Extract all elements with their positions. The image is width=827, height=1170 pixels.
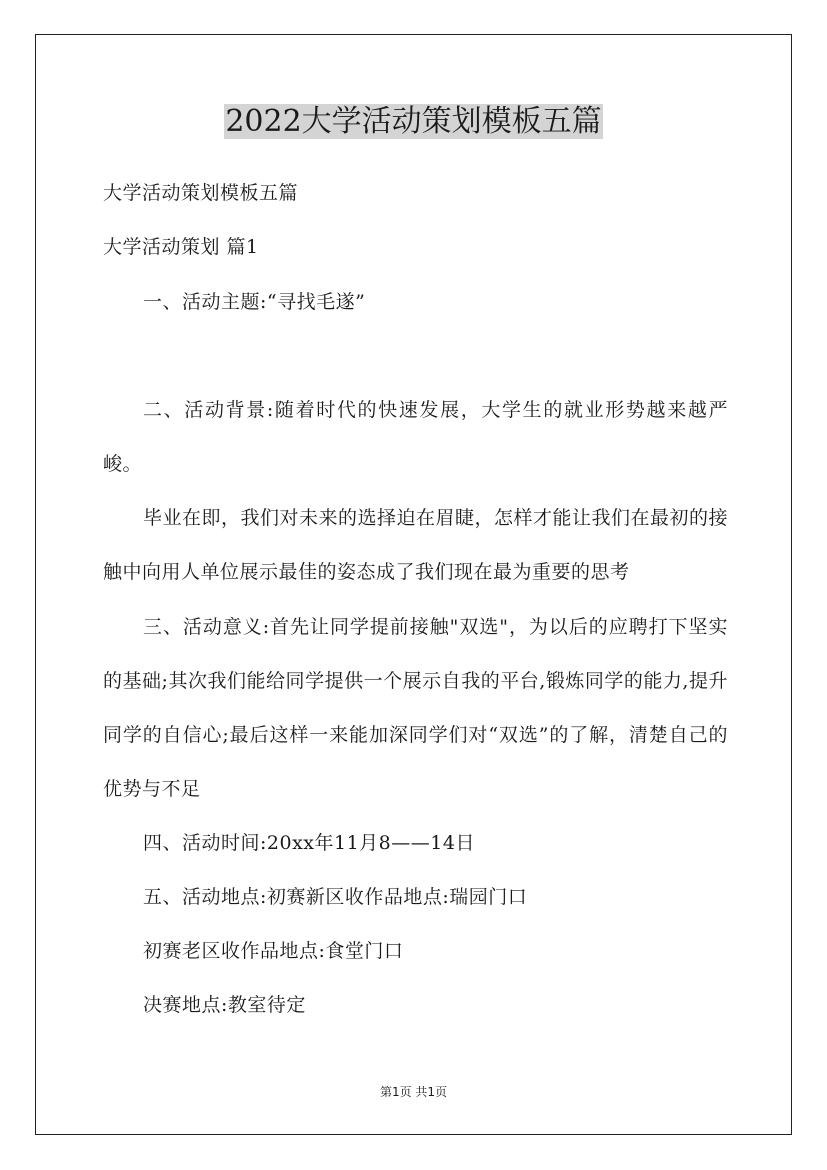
paragraph-graduation: 毕业在即，我们对未来的选择迫在眉睫，怎样才能让我们在最初的接触中向用人单位展示最佳的姿态成了我们现在最为重要的思考 xyxy=(103,507,729,583)
document-title-text: 2022大学活动策划模板五篇 xyxy=(225,104,602,139)
paragraph-time: 四、活动时间:20xx年11月8——14日 xyxy=(143,832,475,854)
paragraph-background: 二、活动背景:随着时代的快速发展，大学生的就业形势越来越严峻。 xyxy=(103,399,728,475)
page-number-footer: 第1页 共1页 xyxy=(379,1085,448,1099)
paragraph-section-heading: 大学活动策划 篇1 xyxy=(103,236,259,258)
paragraph-old-campus-location: 初赛老区收作品地点:食堂门口 xyxy=(143,940,404,962)
paragraph-final-location: 决赛地点:教室待定 xyxy=(143,994,306,1016)
paragraph-theme: 一、活动主题:“寻找毛遂” xyxy=(143,291,366,313)
document-title xyxy=(0,100,827,144)
paragraph-subtitle: 大学活动策划模板五篇 xyxy=(103,182,299,204)
paragraph-location: 五、活动地点:初赛新区收作品地点:瑞园门口 xyxy=(143,886,528,908)
paragraph-significance: 三、活动意义:首先让同学提前接触"双选"，为以后的应聘打下坚实的基础;其次我们能给同学提供一个展示自我的平台,锻炼同学的能力,提升同学的自信心;最后这样一来能加深同学们对“双选”的了解，清楚自己的优势与不足 xyxy=(103,616,728,800)
